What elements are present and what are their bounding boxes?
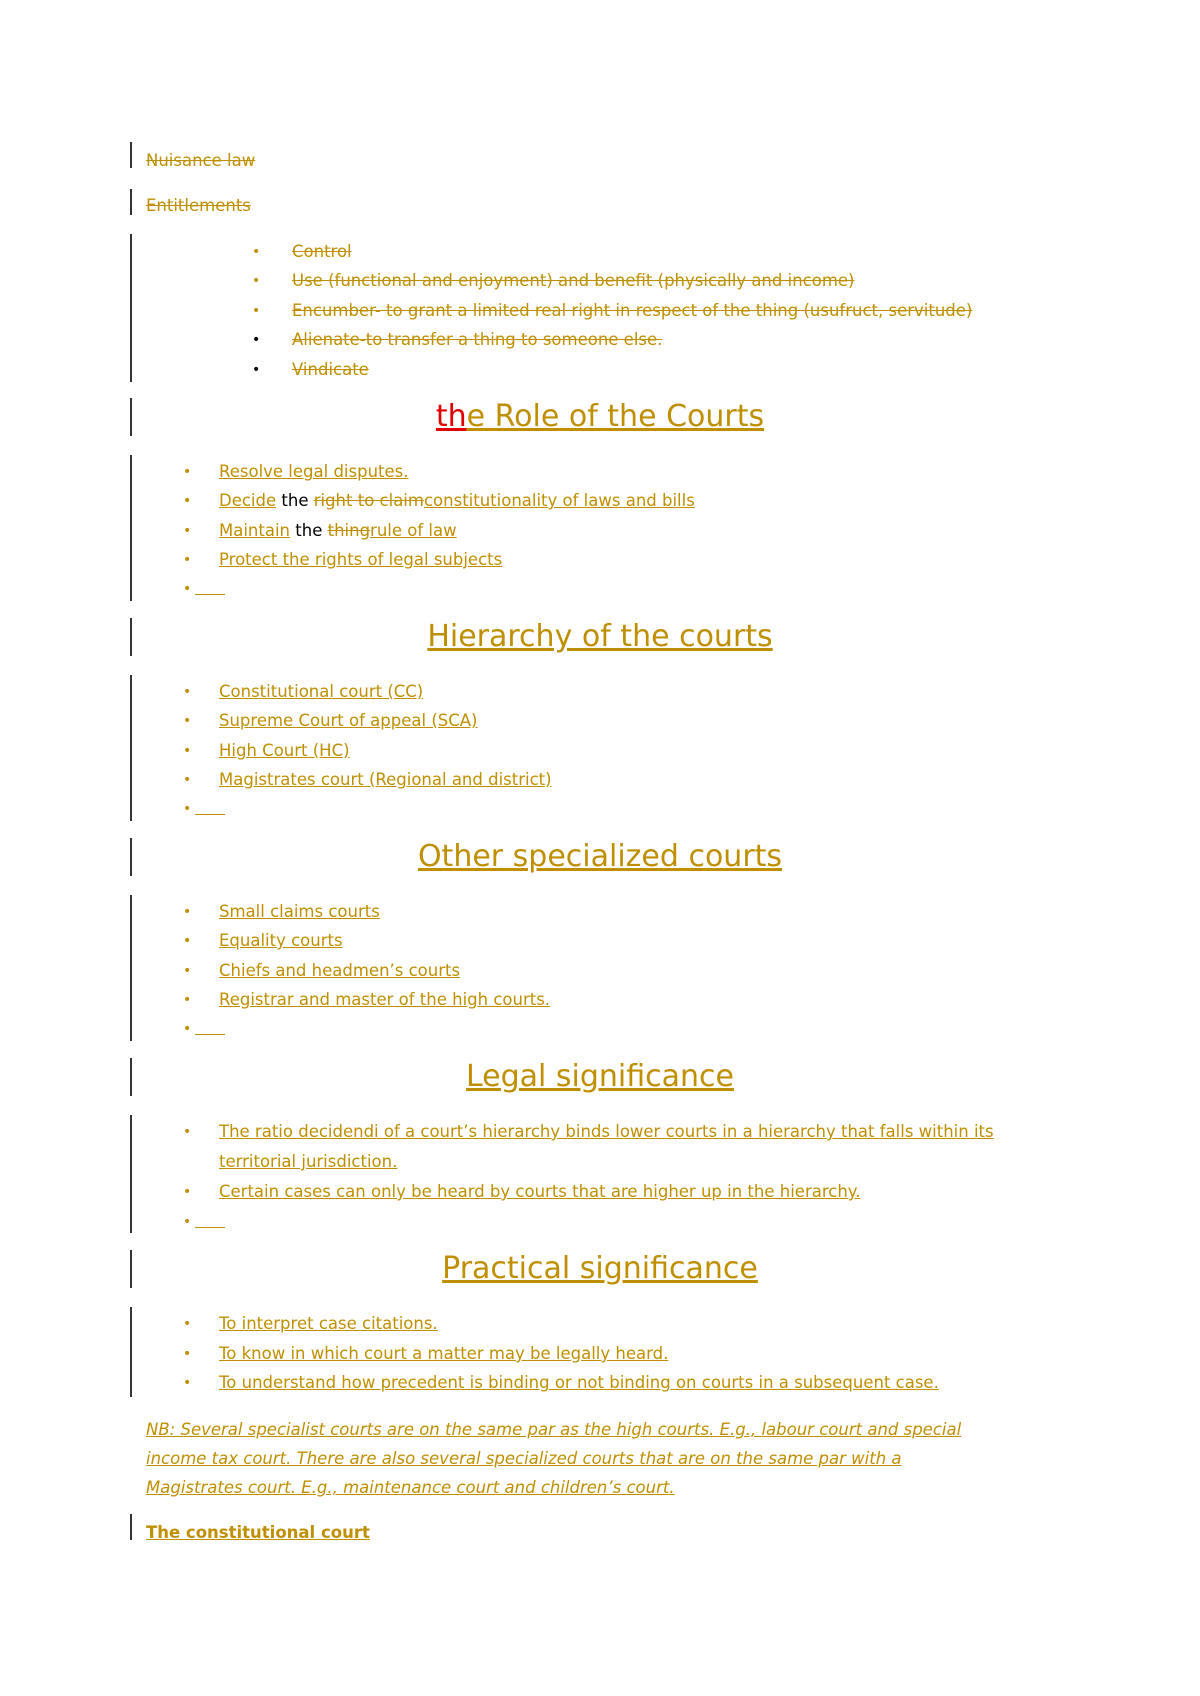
inserted-text: Magistrates court (Regional and district): [219, 770, 552, 789]
heading-text: Other specialized courts: [417, 839, 783, 874]
empty-underline: [195, 1211, 225, 1228]
bullet-icon: •: [183, 1316, 192, 1332]
inserted-text: NB: Several specialist courts are on the same par as the high courts. E.g., labour court and special: [146, 1420, 962, 1439]
hierarchy-item: [219, 769, 552, 791]
change-bar: [130, 895, 132, 1041]
practical-item: [219, 1372, 939, 1394]
heading-text: Legal significance: [465, 1059, 735, 1094]
bullet-icon: •: [183, 1214, 192, 1230]
deleted-text: Encumber- to grant a limited real right in respect of the thing (usufruct, servitude): [292, 301, 973, 320]
inserted-text: Registrar and master of the high courts.: [219, 990, 551, 1009]
hierarchy-item: [219, 681, 423, 703]
empty-underline: [195, 578, 225, 595]
inserted-text: Magistrates court. E.g., maintenance court and children’s court.: [146, 1478, 675, 1497]
bullet-icon: •: [183, 552, 192, 568]
bullet-icon: •: [183, 904, 192, 920]
inserted-text: Certain cases can only be heard by courts that are higher up in the hierarchy.: [219, 1182, 861, 1201]
inserted-text: rule of law: [370, 521, 457, 540]
nb-paragraph-line: [146, 1419, 961, 1441]
bullet-icon: •: [183, 1124, 192, 1140]
change-bar: [130, 189, 132, 215]
bullet-icon: •: [252, 362, 261, 378]
specialized-item: [219, 960, 460, 982]
constitutional-court-heading: [146, 1522, 370, 1544]
change-bar: [130, 455, 132, 601]
entitlement-item: [292, 300, 972, 322]
specialized-item: [219, 901, 380, 923]
heading-role-of-courts: [0, 397, 1200, 437]
bullet-icon: •: [183, 464, 192, 480]
inserted-text: Supreme Court of appeal (SCA): [219, 711, 478, 730]
empty-item: [195, 578, 225, 601]
deleted-text: Use (functional and enjoyment) and benefit (physically and income): [292, 271, 855, 290]
change-bar: [130, 675, 132, 821]
bullet-icon: •: [183, 1184, 192, 1200]
inserted-text: Maintain: [219, 521, 291, 540]
practical-item: [219, 1343, 668, 1365]
role-item: [219, 490, 695, 512]
heading-text: Practical significance: [442, 1251, 758, 1286]
entitlement-item: [292, 241, 352, 263]
bullet-icon: •: [183, 493, 192, 509]
inserted-text: To understand how precedent is binding or not binding on courts in a subsequent case.: [219, 1373, 939, 1392]
deleted-text: Entitlements: [146, 196, 251, 215]
change-bar: [130, 142, 132, 168]
bullet-icon: •: [183, 1021, 192, 1037]
inserted-text: Chiefs and headmen’s courts: [219, 961, 461, 980]
heading-specialized-courts: [0, 837, 1200, 877]
inserted-text: Decide: [219, 491, 277, 510]
change-bar: [130, 1307, 132, 1397]
role-item: [219, 549, 502, 571]
inserted-text: Resolve legal disputes.: [219, 462, 409, 481]
bullet-icon: •: [252, 244, 261, 260]
inserted-text: High Court (HC): [219, 741, 350, 760]
empty-underline: [195, 798, 225, 815]
bullet-icon: •: [252, 332, 261, 348]
deleted-text: Nuisance law: [146, 151, 256, 170]
deleted-text: Alienate-to transfer a thing to someone else.: [292, 330, 663, 349]
bullet-icon: •: [183, 933, 192, 949]
hierarchy-item: [219, 710, 477, 732]
bullet-icon: •: [252, 273, 261, 289]
bullet-icon: •: [183, 772, 192, 788]
plain-text: the: [276, 491, 314, 510]
inserted-text: The constitutional court: [146, 1523, 370, 1542]
change-bar: [130, 1115, 132, 1233]
nb-paragraph-line: [146, 1477, 675, 1499]
heading-legal-significance: [0, 1057, 1200, 1097]
inserted-text: territorial jurisdiction.: [219, 1152, 398, 1171]
empty-underline: [195, 1018, 225, 1035]
nuisance-law-line: [146, 150, 255, 172]
bullet-icon: •: [252, 303, 261, 319]
inserted-text: constitutionality of laws and bills: [423, 491, 695, 510]
inserted-text: Equality courts: [219, 931, 343, 950]
entitlement-item: [292, 359, 369, 381]
bullet-icon: •: [183, 743, 192, 759]
legal-item: [219, 1121, 994, 1143]
inserted-text: The ratio decidendi of a court’s hierarchy binds lower courts in a hierarchy that falls within its: [219, 1122, 994, 1141]
entitlement-item: [292, 329, 662, 351]
role-item: [219, 461, 409, 483]
heading-text: e Role of the Courts: [466, 399, 765, 434]
deleted-text: thing: [327, 521, 371, 540]
entitlement-item: [292, 270, 854, 292]
empty-item: [195, 1211, 225, 1234]
empty-item: [195, 1018, 225, 1041]
inserted-text: Protect the rights of legal subjects: [219, 550, 503, 569]
bullet-icon: •: [183, 523, 192, 539]
hierarchy-item: [219, 740, 350, 762]
inserted-text: To know in which court a matter may be legally heard.: [219, 1344, 669, 1363]
legal-item-continued: [219, 1151, 397, 1173]
bullet-icon: •: [183, 684, 192, 700]
inserted-text: To interpret case citations.: [219, 1314, 438, 1333]
heading-hierarchy: [0, 617, 1200, 657]
bullet-icon: •: [183, 1375, 192, 1391]
bullet-icon: •: [183, 992, 192, 1008]
change-bar: [130, 1514, 132, 1540]
heading-red-text: th: [435, 399, 467, 434]
change-bar: [130, 234, 132, 382]
bullet-icon: •: [183, 963, 192, 979]
nb-paragraph-line: [146, 1448, 902, 1470]
deleted-text: Vindicate: [292, 360, 369, 379]
plain-text: the: [290, 521, 328, 540]
inserted-text: income tax court. There are also several specialized courts that are on the same par with a: [146, 1449, 902, 1468]
role-item: [219, 520, 457, 542]
specialized-item: [219, 989, 550, 1011]
inserted-text: Constitutional court (CC): [219, 682, 424, 701]
heading-practical-significance: [0, 1249, 1200, 1289]
entitlements-line: [146, 195, 251, 217]
heading-text: Hierarchy of the courts: [427, 619, 773, 654]
bullet-icon: •: [183, 1346, 192, 1362]
legal-item: [219, 1181, 860, 1203]
specialized-item: [219, 930, 343, 952]
inserted-text: Small claims courts: [219, 902, 380, 921]
empty-item: [195, 798, 225, 821]
deleted-text: right to claim: [313, 491, 424, 510]
bullet-icon: •: [183, 713, 192, 729]
bullet-icon: •: [183, 581, 192, 597]
deleted-text: Control: [292, 242, 352, 261]
bullet-icon: •: [183, 801, 192, 817]
practical-item: [219, 1313, 438, 1335]
